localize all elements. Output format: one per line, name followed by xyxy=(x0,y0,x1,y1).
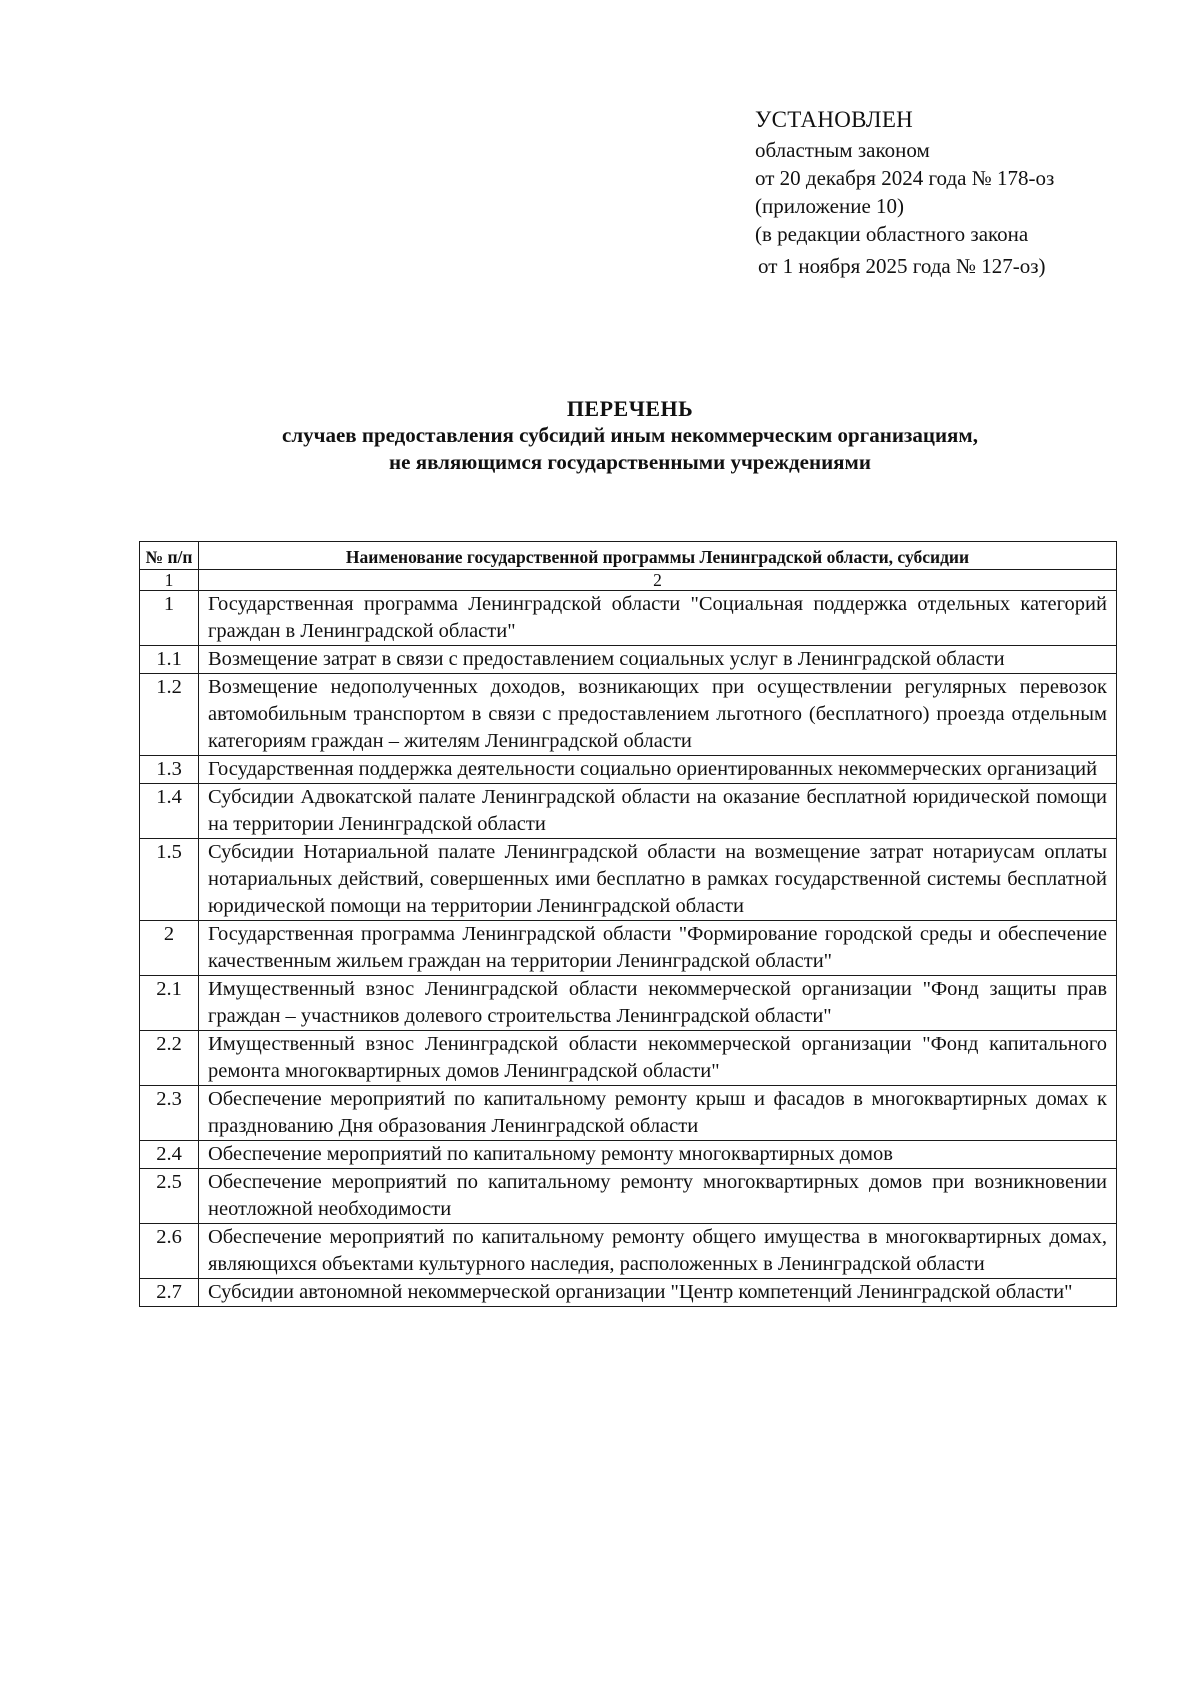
subsidies-table xyxy=(139,541,1117,1307)
approval-line: от 20 декабря 2024 года № 178-оз xyxy=(755,166,1055,190)
column-index-number: 1 xyxy=(140,570,199,591)
row-name: Обеспечение мероприятий по капитальному ремонту многоквартирных домов при возникновении неотложной необходимости xyxy=(199,1169,1117,1224)
table-header-row xyxy=(140,542,1117,570)
row-name: Субсидии Адвокатской палате Ленинградской области на оказание бесплатной юридической помощи на территории Ленинградской области xyxy=(199,784,1117,839)
row-number: 2.2 xyxy=(140,1031,199,1086)
row-number: 2 xyxy=(140,921,199,976)
row-number: 2.1 xyxy=(140,976,199,1031)
approval-line: от 1 ноября 2025 года № 127-оз) xyxy=(758,254,1046,278)
row-number: 2.6 xyxy=(140,1224,199,1279)
table-row xyxy=(140,646,1117,674)
table-row xyxy=(140,1224,1117,1279)
row-name: Возмещение затрат в связи с предоставлением социальных услуг в Ленинградской области xyxy=(199,646,1117,674)
row-name: Возмещение недополученных доходов, возникающих при осуществлении регулярных перевозок автомобильным транспортом в связи с предоставлением льготного (бесплатного) проезда отдельным категориям граждан – жителям Ленинградской области xyxy=(199,674,1117,756)
approval-line: (в редакции областного закона xyxy=(755,222,1029,246)
row-number: 1 xyxy=(140,591,199,646)
approval-stamp xyxy=(755,104,1175,280)
column-header-name: Наименование государственной программы Ленинградской области, субсидии xyxy=(199,542,1117,570)
table-row xyxy=(140,1169,1117,1224)
column-header-number: № п/п xyxy=(140,542,199,570)
row-number: 2.4 xyxy=(140,1141,199,1169)
row-number: 1.3 xyxy=(140,756,199,784)
column-index-row xyxy=(140,570,1117,591)
row-name: Субсидии автономной некоммерческой организации "Центр компетенций Ленинградской области" xyxy=(199,1279,1117,1307)
row-name: Имущественный взнос Ленинградской области некоммерческой организации "Фонд капитального ремонта многоквартирных домов Ленинградской области" xyxy=(199,1031,1117,1086)
row-name: Имущественный взнос Ленинградской области некоммерческой организации "Фонд защиты прав граждан – участников долевого строительства Ленинградской области" xyxy=(199,976,1117,1031)
row-number: 1.4 xyxy=(140,784,199,839)
approval-line: (приложение 10) xyxy=(755,194,905,218)
row-number: 2.5 xyxy=(140,1169,199,1224)
table-row xyxy=(140,1031,1117,1086)
row-name: Государственная программа Ленинградской области "Формирование городской среды и обеспечение качественным жильем граждан на территории Ленинградской области" xyxy=(199,921,1117,976)
title-subline: случаев предоставления субсидий иным некоммерческим организациям, xyxy=(282,423,978,447)
row-name: Государственная поддержка деятельности социально ориентированных некоммерческих организаций xyxy=(199,756,1117,784)
row-name: Обеспечение мероприятий по капитальному ремонту общего имущества в многоквартирных домах, являющихся объектами культурного наследия, расположенных в Ленинградской области xyxy=(199,1224,1117,1279)
row-number: 2.3 xyxy=(140,1086,199,1141)
table-row xyxy=(140,756,1117,784)
approval-line: областным законом xyxy=(755,138,930,162)
table-row xyxy=(140,674,1117,756)
table-row xyxy=(140,839,1117,921)
table-row xyxy=(140,1279,1117,1307)
row-number: 1.1 xyxy=(140,646,199,674)
title-subline: не являющимся государственными учреждениями xyxy=(389,450,871,474)
row-name: Обеспечение мероприятий по капитальному ремонту крыш и фасадов в многоквартирных домах к празднованию Дня образования Ленинградской области xyxy=(199,1086,1117,1141)
column-index-name: 2 xyxy=(199,570,1117,591)
table-row xyxy=(140,1141,1117,1169)
table-row xyxy=(140,976,1117,1031)
page-title: ПЕРЕЧЕНЬ xyxy=(566,396,694,421)
table-row xyxy=(140,1086,1117,1141)
row-name: Государственная программа Ленинградской области "Социальная поддержка отдельных категорий граждан в Ленинградской области" xyxy=(199,591,1117,646)
row-name: Обеспечение мероприятий по капитальному ремонту многоквартирных домов xyxy=(199,1141,1117,1169)
row-number: 1.5 xyxy=(140,839,199,921)
approval-heading: УСТАНОВЛЕН xyxy=(755,107,914,132)
table-row xyxy=(140,784,1117,839)
row-name: Субсидии Нотариальной палате Ленинградской области на возмещение затрат нотариусам оплаты нотариальных действий, совершенных ими бесплатно в рамках государственной системы бесплатной юридической помощи на территории Ленинградской области xyxy=(199,839,1117,921)
row-number: 1.2 xyxy=(140,674,199,756)
document-title xyxy=(140,395,1120,476)
row-number: 2.7 xyxy=(140,1279,199,1307)
table-row xyxy=(140,921,1117,976)
table-row xyxy=(140,591,1117,646)
